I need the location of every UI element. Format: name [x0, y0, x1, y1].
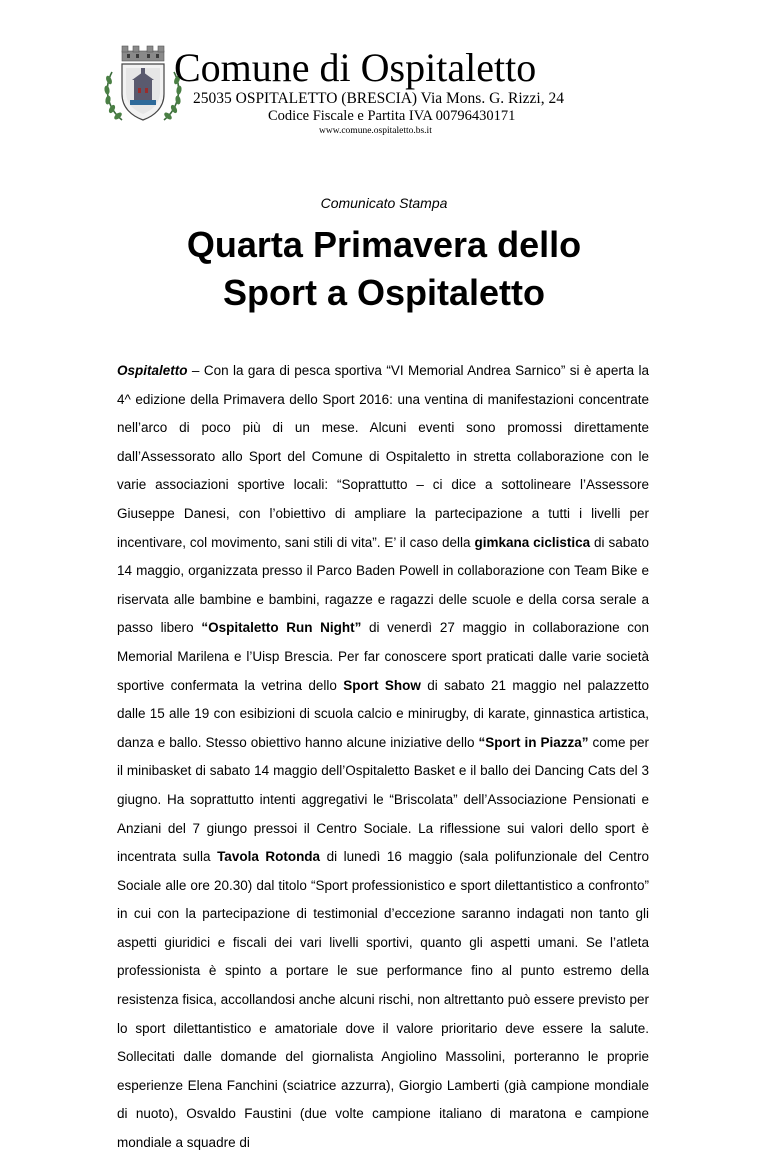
body-emphasis: “Sport in Piazza” — [478, 734, 589, 750]
body-emphasis: gimkana ciclistica — [474, 534, 591, 550]
body-emphasis: Sport Show — [343, 677, 421, 693]
body-run: di sabato 21 maggio nel palazzetto dalle 15 alle 19 con esibizioni di scuola calcio e minirugby, di karate, ginnastica artistica, danza e ballo. Stesso obiettivo hanno alcune iniziative dello — [117, 677, 649, 750]
body-emphasis: Tavola Rotonda — [217, 849, 321, 865]
body-emphasis: “Ospitaletto Run Night” — [201, 620, 362, 636]
headline-line-2: Sport a Ospitaletto — [222, 272, 546, 313]
letterhead — [0, 0, 768, 140]
document-type-label: Comunicato Stampa — [320, 195, 448, 211]
body-run: di sabato 14 maggio, organizzata presso il Parco Baden Powell in collaborazione con Team Bike e riservata alle bambine e bambini, ragazze e ragazzi delle scuole e della corsa serale a passo libero — [117, 534, 649, 636]
body-run: di lunedì 16 maggio (sala polifunzionale del Centro Sociale alle ore 20.30) dal titolo “Sport professionistico e sport dilettantistico a confronto” in cui con la partecipazione di testimonial d’eccezione saranno indagati non tanto gli aspetti giuridici e fiscali dei vari livelli sportivi, quanto gli aspetti umani. Se l’atleta professionista è spinto a portare le sue performance fino al punto estremo della resistenza fisica, accollandosi anche alcuni rischi, non altrettanto può essere previsto per lo sport dilettantistico e amatoriale dove il valore prioritario deve essere la salute. Sollecitati dalle domande del giornalista Angiolino Massolini, porteranno le proprie esperienze Elena Fanchini (sciatrice azzurra), Giorgio Lamberti (già campione mondiale di nuoto), Osvaldo Faustini (due volte campione italiano di maratona e campione mondiale a squadre di — [117, 849, 650, 1151]
dateline-place: Ospitaletto — [117, 363, 188, 378]
press-release-body — [117, 357, 649, 1158]
body-run: di venerdì 27 maggio in collaborazione con Memorial Marilena e l’Uisp Brescia. Per far conoscere sport praticati dalle varie società sportive confermata la vetrina dello — [117, 620, 649, 693]
body-run: – Con la gara di pesca sportiva “VI Memorial Andrea Sarnico” si è aperta la 4^ edizione della Primavera dello Sport 2016: una ventina di manifestazioni concentrate nell’arco di poco più di un mese. Alcuni eventi sono promossi direttamente dall’Assessorato allo Sport del Comune di Ospitaletto in stretta collaborazione con le varie associazioni sportive locali: “Soprattutto – ci dice a sottolineare l’Assessore Giuseppe Danesi, con l’obiettivo di ampliare la partecipazione a tutti i livelli per incentivare, col movimento, sani stili di vita”. E’ il caso della — [117, 363, 649, 550]
fiscal-code: Codice Fiscale e Partita IVA 00796430171 — [268, 108, 516, 124]
municipality-name: Comune di Ospitaletto — [174, 45, 537, 90]
body-paragraph — [117, 357, 649, 1158]
website-link[interactable]: www.comune.ospitaletto.bs.it — [319, 126, 432, 136]
body-run: come per il minibasket di sabato 14 maggio dell’Ospitaletto Basket e il ballo dei Dancing Cats del 3 giugno. Ha soprattutto intenti aggregativi le “Briscolata” dell’Associazione Pensionati e Anziani del 7 giungo pressoi il Centro Sociale. La riflessione sui valori dello sport è incentrata sulla — [117, 734, 649, 865]
municipality-address: 25035 OSPITALETTO (BRESCIA) Via Mons. G. Rizzi, 24 — [193, 90, 564, 107]
headline-line-1: Quarta Primavera dello — [186, 224, 582, 265]
